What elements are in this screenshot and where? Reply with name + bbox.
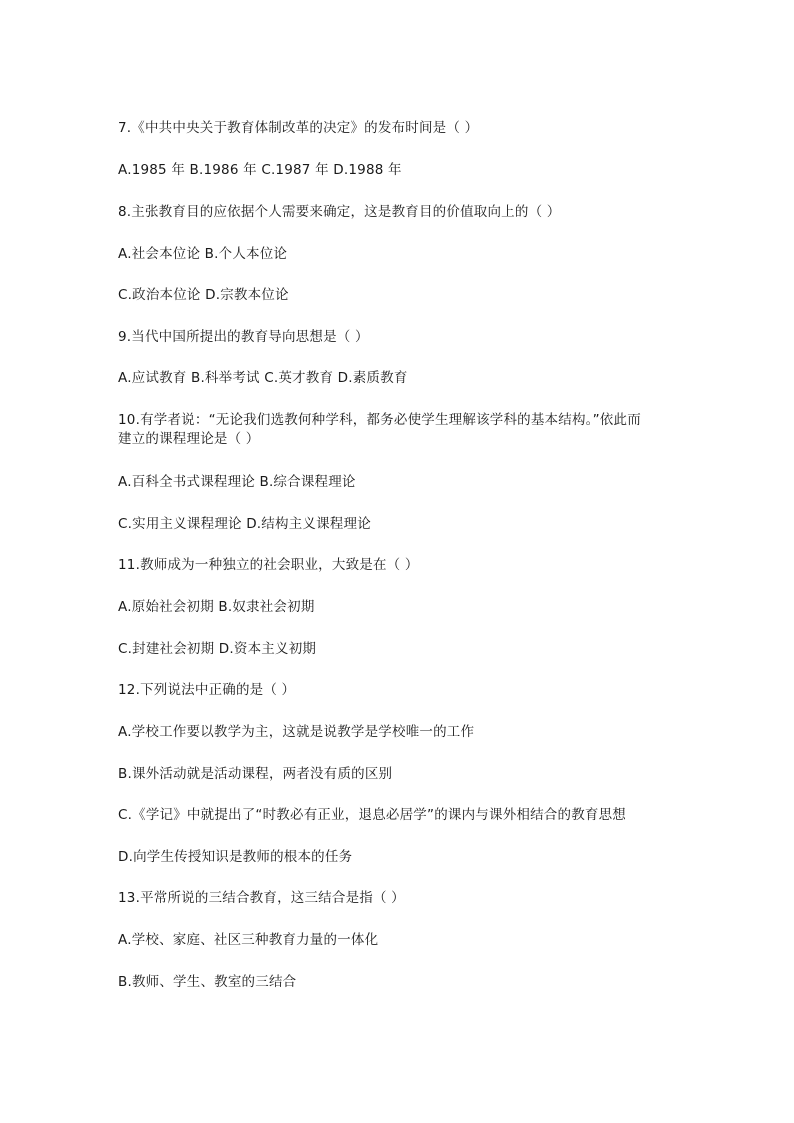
question-12-option-a: A.学校工作要以教学为主，这就是说教学是学校唯一的工作 — [118, 724, 475, 740]
question-10-options-ab: A.百科全书式课程理论 B.综合课程理论 — [118, 474, 356, 490]
question-13-stem: 13.平常所说的三结合教育，这三结合是指（ ） — [118, 890, 405, 906]
question-9-options: A.应试教育 B.科举考试 C.英才教育 D.素质教育 — [118, 370, 408, 386]
question-12-option-b: B.课外活动就是活动课程，两者没有质的区别 — [118, 766, 393, 782]
question-8-options-ab: A.社会本位论 B.个人本位论 — [118, 246, 288, 262]
question-11-options-cd: C.封建社会初期 D.资本主义初期 — [118, 641, 317, 657]
question-13-option-b: B.教师、学生、教室的三结合 — [118, 974, 297, 990]
question-10-stem-line-2: 建立的课程理论是（ ） — [118, 431, 260, 447]
question-12-stem: 12.下列说法中正确的是（ ） — [118, 682, 296, 698]
question-10-options-cd: C.实用主义课程理论 D.结构主义课程理论 — [118, 516, 371, 532]
question-8-options-cd: C.政治本位论 D.宗教本位论 — [118, 287, 289, 303]
question-12-option-c: C.《学记》中就提出了“时教必有正业，退息必居学”的课内与课外相结合的教育思想 — [118, 807, 627, 823]
question-13-option-a: A.学校、家庭、社区三种教育力量的一体化 — [118, 932, 379, 948]
question-10-stem-line-1: 10.有学者说：“无论我们选教何种学科，都务必使学生理解该学科的基本结构。”依此而 — [118, 412, 641, 428]
question-7-stem: 7.《中共中央关于教育体制改革的决定》的发布时间是（ ） — [118, 120, 479, 136]
question-9-stem: 9.当代中国所提出的教育导向思想是（ ） — [118, 329, 369, 345]
question-11-stem: 11.教师成为一种独立的社会职业，大致是在（ ） — [118, 557, 419, 573]
question-7-options: A.1985 年 B.1986 年 C.1987 年 D.1988 年 — [118, 162, 402, 178]
question-12-option-d: D.向学生传授知识是教师的根本的任务 — [118, 849, 353, 865]
question-8-stem: 8.主张教育目的应依据个人需要来确定，这是教育目的价值取向上的（ ） — [118, 204, 561, 220]
question-11-options-ab: A.原始社会初期 B.奴隶社会初期 — [118, 599, 315, 615]
